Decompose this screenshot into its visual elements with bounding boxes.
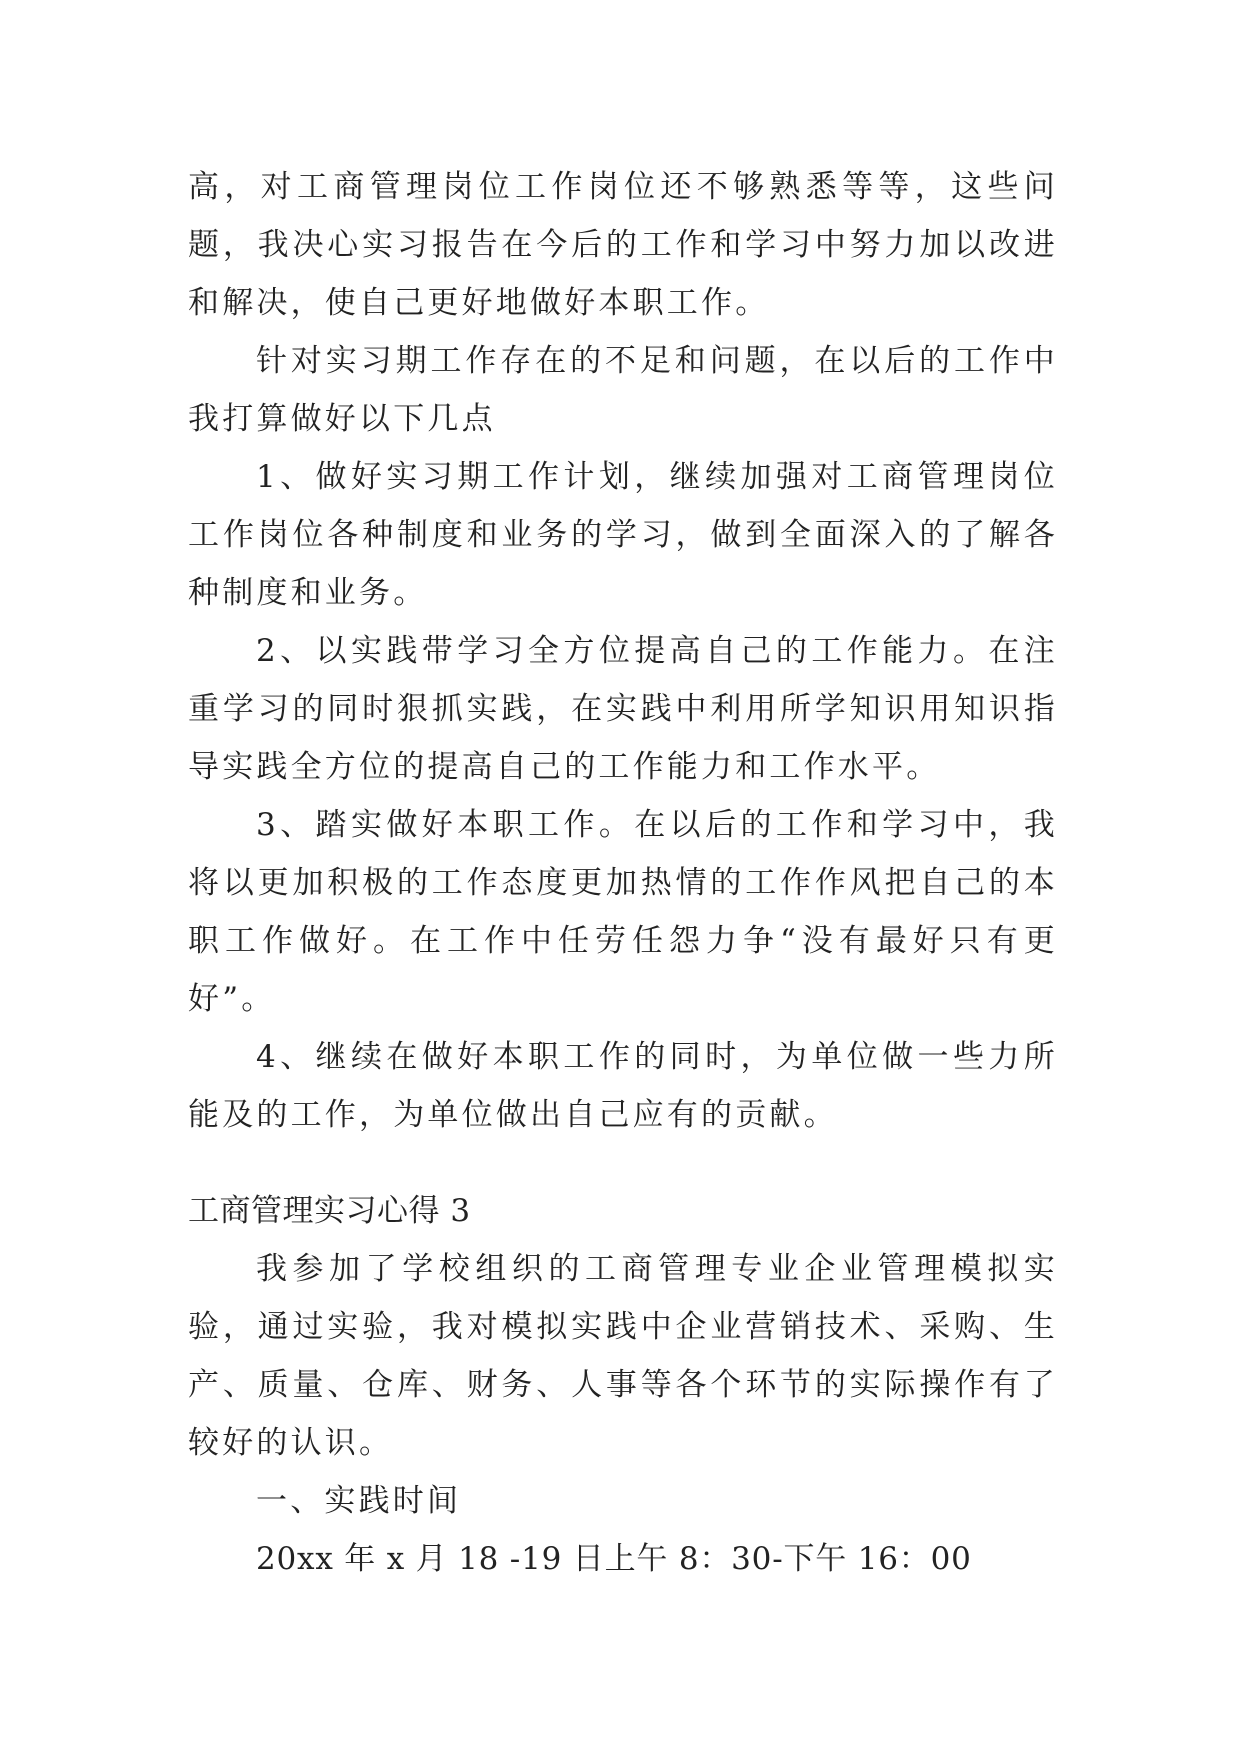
paragraph-section-intro: 我参加了学校组织的工商管理专业企业管理模拟实验，通过实验，我对模拟实践中企业营销技术、采购、生产、质量、仓库、财务、人事等各个环节的实际操作有了较好的认识。 [188, 1251, 1058, 1461]
paragraph-point-3: 3、踏实做好本职工作。在以后的工作和学习中，我将以更加积极的工作态度更加热情的工作作风把自己的本职工作做好。在工作中任劳任怨力争“没有最好只有更好”。 [188, 807, 1058, 1017]
subheading-practice-time: 一、实践时间 [256, 1483, 462, 1519]
practice-time-value: 20xx 年 x 月 18 -19 日上午 8：30-下午 16：00 [256, 1541, 972, 1577]
paragraph-point-2: 2、以实践带学习全方位提高自己的工作能力。在注重学习的同时狠抓实践，在实践中利用所学知识用知识指导实践全方位的提高自己的工作能力和工作水平。 [188, 633, 1058, 785]
paragraph-continuation: 高，对工商管理岗位工作岗位还不够熟悉等等，这些问题，我决心实习报告在今后的工作和学习中努力加以改进和解决，使自己更好地做好本职工作。 [188, 169, 1058, 321]
section-heading: 工商管理实习心得 3 [188, 1193, 471, 1229]
paragraph-intro-points: 针对实习期工作存在的不足和问题，在以后的工作中我打算做好以下几点 [188, 343, 1058, 437]
section-spacer [188, 1144, 1058, 1182]
document-body [188, 158, 1058, 1588]
paragraph-point-1: 1、做好实习期工作计划，继续加强对工商管理岗位工作岗位各种制度和业务的学习，做到全面深入的了解各种制度和业务。 [188, 459, 1058, 611]
paragraph-point-4: 4、继续在做好本职工作的同时，为单位做一些力所能及的工作，为单位做出自己应有的贡献。 [188, 1039, 1058, 1133]
